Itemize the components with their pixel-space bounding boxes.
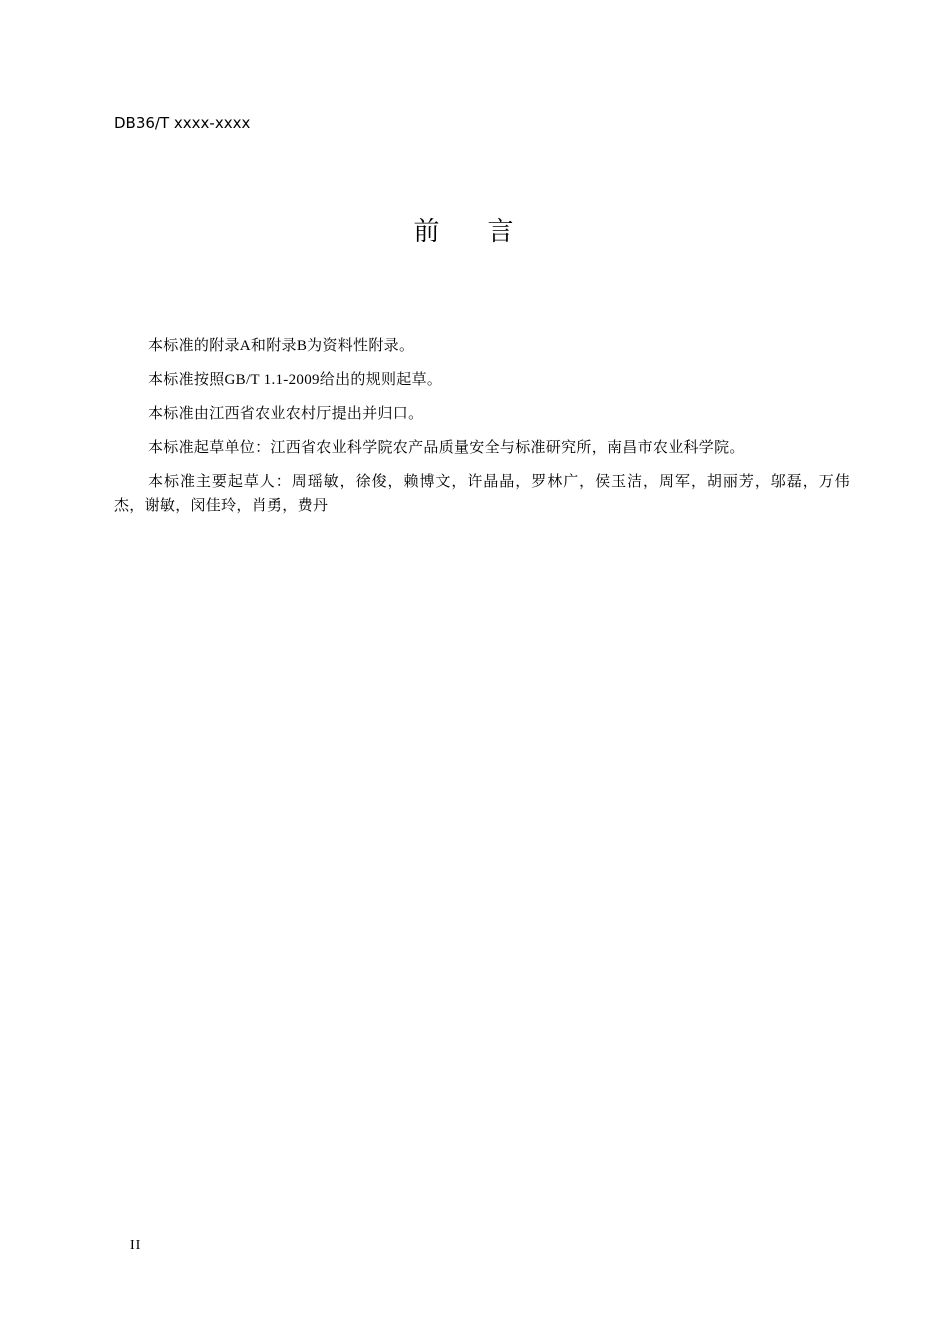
paragraph-drafters: 本标准主要起草人：周瑶敏，徐俊，赖博文，许晶晶，罗林广，侯玉洁，周军，胡丽芳，邬磊，万伟杰，谢敏，闵佳玲，肖勇，费丹 — [114, 474, 850, 514]
page-number: II — [130, 1238, 142, 1253]
page-title: 前言 — [413, 217, 562, 247]
document-code: DB36/T xxxx-xxxx — [114, 114, 251, 132]
paragraph-appendix: 本标准的附录A和附录B为资料性附录。 — [148, 338, 415, 354]
paragraph-proposer: 本标准由江西省农业农村厅提出并归口。 — [148, 406, 424, 422]
paragraph-drafting-rules: 本标准按照GB/T 1.1-2009给出的规则起草。 — [148, 372, 443, 388]
paragraph-drafting-units: 本标准起草单位：江西省农业科学院农产品质量安全与标准研究所，南昌市农业科学院。 — [148, 440, 745, 456]
foreword-body — [114, 334, 850, 528]
